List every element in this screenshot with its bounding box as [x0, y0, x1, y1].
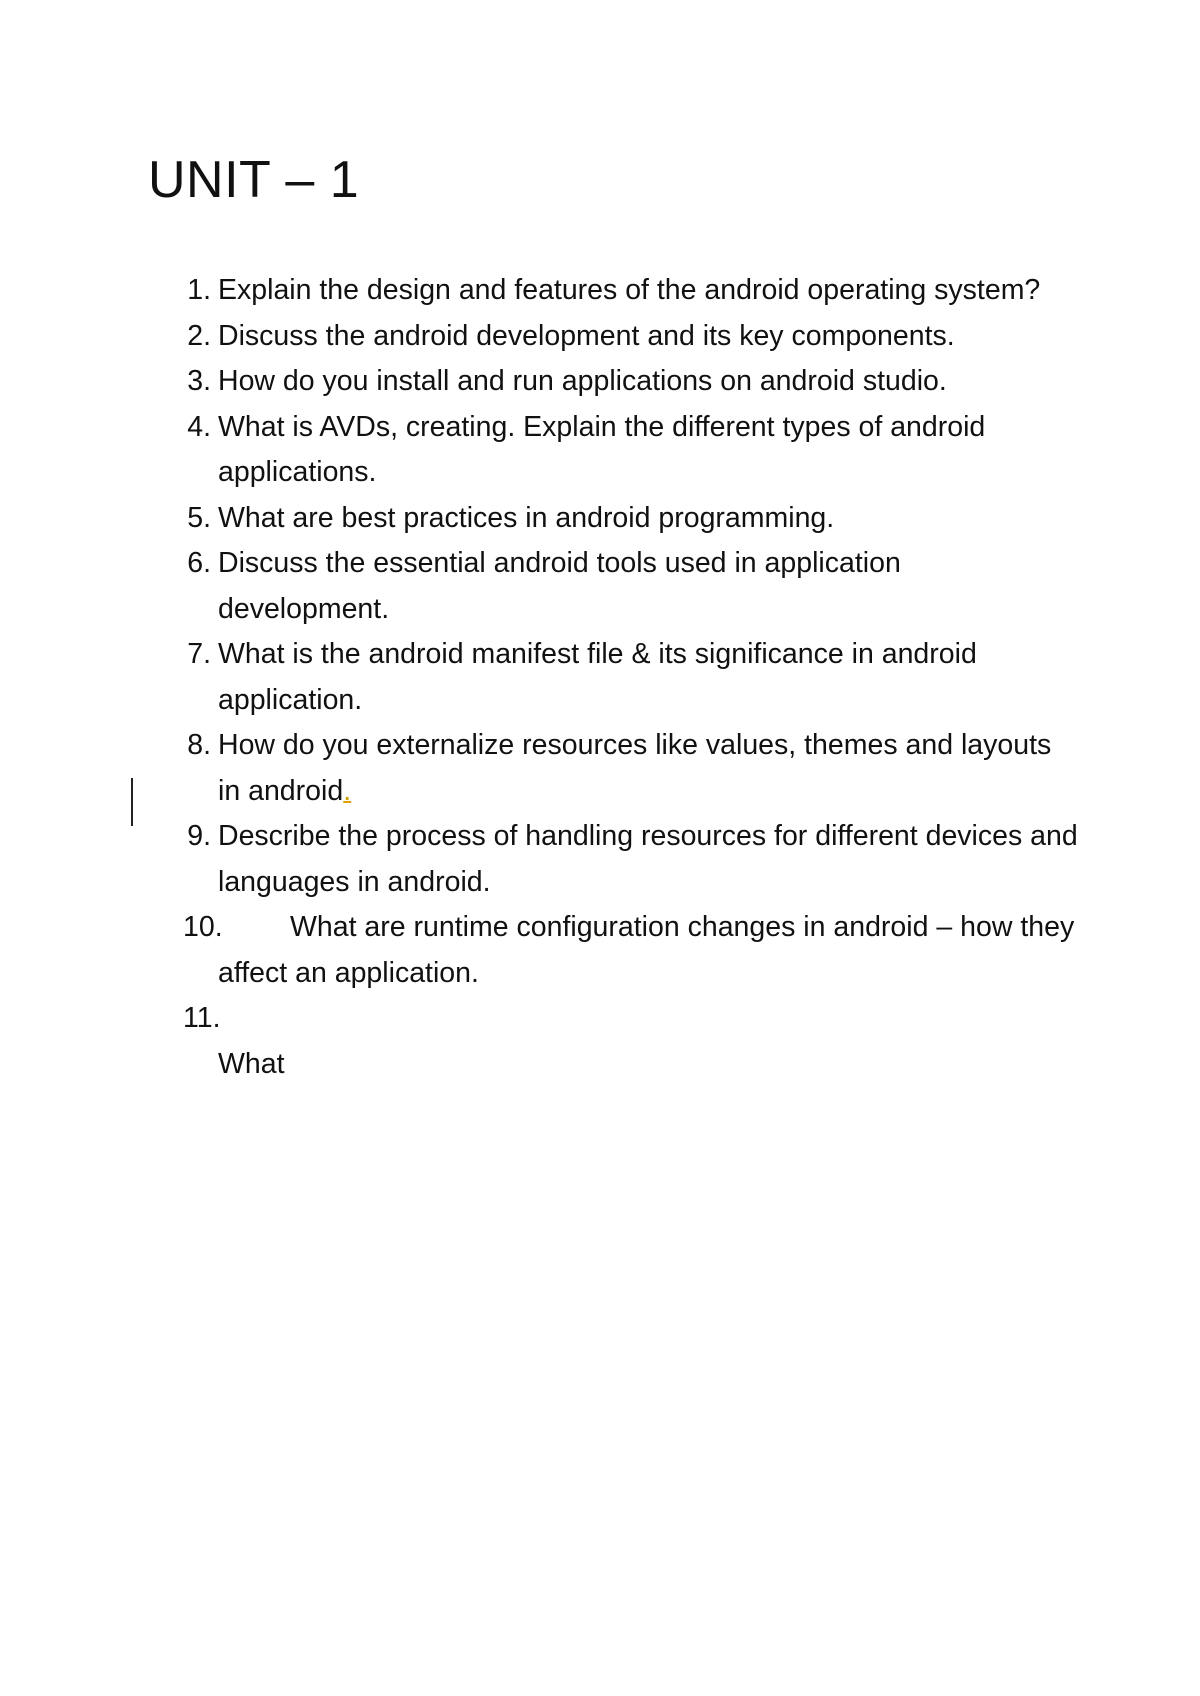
list-number: 7. — [187, 638, 211, 670]
list-text: What is AVDs, creating. Explain the different types of android applications. — [218, 410, 986, 488]
list-text: Discuss the android development and its key components. — [218, 319, 955, 352]
page-title: UNIT – 1 — [148, 151, 360, 209]
list-item — [0, 405, 1078, 496]
list-item — [0, 541, 1078, 632]
list-item — [0, 814, 1078, 905]
list-item — [0, 359, 1078, 405]
question-list — [0, 268, 1200, 1087]
list-number: 3. — [187, 365, 211, 397]
list-number: 6. — [187, 547, 211, 579]
list-item — [0, 268, 1078, 314]
list-text — [218, 911, 1074, 989]
list-number: 2. — [187, 319, 211, 352]
list-number: 4. — [187, 410, 211, 443]
list-text-body: What are runtime configuration changes in android – how they affect an application. — [218, 911, 1075, 989]
list-number: 11. — [183, 1002, 221, 1034]
list-number: 10. — [183, 911, 223, 943]
list-number: 8. — [187, 729, 211, 761]
list-item — [0, 996, 1078, 1087]
list-number: 1. — [187, 274, 211, 306]
list-item — [0, 905, 1078, 996]
list-number: 9. — [187, 820, 211, 852]
list-text — [218, 729, 1051, 807]
list-text: How do you install and run applications on android studio. — [218, 365, 947, 397]
grammar-flag-period[interactable]: . — [343, 774, 352, 807]
list-text: Describe the process of handling resources for different devices and languages in android. — [218, 820, 1078, 898]
list-text: Explain the design and features of the android operating system? — [218, 274, 1041, 306]
list-text: Discuss the essential android tools used in application development. — [218, 547, 901, 625]
list-number: 5. — [187, 501, 211, 534]
list-text: What are best practices in android programming. — [218, 501, 835, 534]
list-item — [0, 632, 1078, 723]
list-item — [0, 496, 1078, 542]
list-item — [0, 723, 1078, 814]
list-text-body: How do you externalize resources like values, themes and layouts in android — [218, 729, 1052, 807]
list-text: What — [218, 1047, 285, 1080]
list-text: What is the android manifest file & its significance in android application. — [218, 638, 977, 716]
list-item — [0, 314, 1078, 360]
